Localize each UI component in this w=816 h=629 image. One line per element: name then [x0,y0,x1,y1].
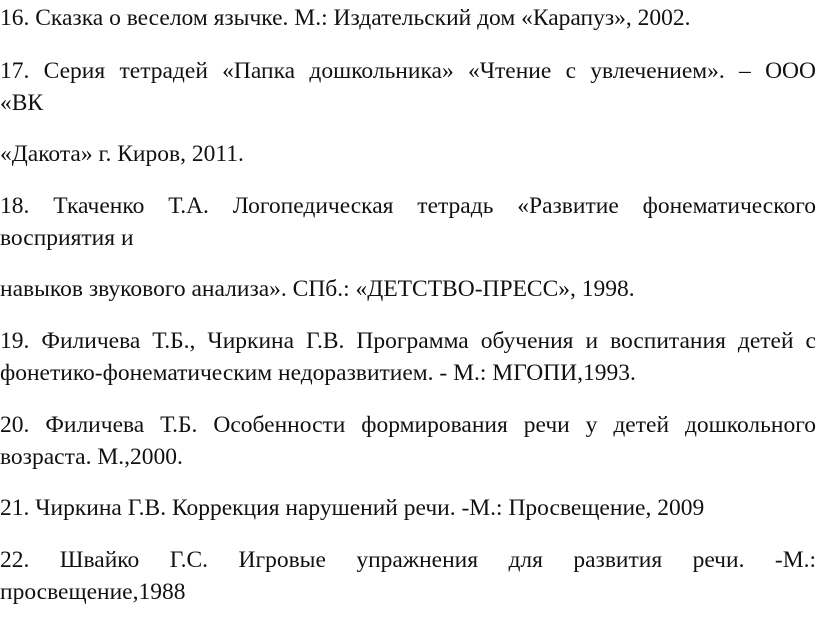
reference-22-line-2: просвещение,1988 [0,579,186,605]
reference-18-line-3: навыков звукового анализа». СПб.: «ДЕТСТВО-ПРЕСС», 1998. [0,276,635,302]
reference-17-line-2: «ВК [0,90,44,116]
reference-21-line-1: 21. Чиркина Г.В. Коррекция нарушений речи. -М.: Просвещение, 2009 [0,495,705,521]
reference-20-line-1: 20. Филичева Т.Б. Особенности формирования речи у детей дошкольного [0,412,816,438]
reference-17-line-1: 17. Серия тетрадей «Папка дошкольника» «Чтение с увлечением». – ООО [0,58,816,84]
reference-19-line-1: 19. Филичева Т.Б., Чиркина Г.В. Программа обучения и воспитания детей с [0,328,816,354]
reference-20-line-2: возраста. М.,2000. [0,444,183,470]
reference-18-line-1: 18. Ткаченко Т.А. Логопедическая тетрадь «Развитие фонематического [0,193,816,219]
reference-19-line-2: фонетико-фонематическим недоразвитием. - М.: МГОПИ,1993. [0,360,636,386]
reference-16-line-1: 16. Сказка о веселом язычке. М.: Издательский дом «Карапуз», 2002. [0,5,691,31]
reference-22-line-1: 22. Швайко Г.С. Игровые упражнения для развития речи. -М.: [0,547,816,573]
reference-17-line-3: «Дакота» г. Киров, 2011. [0,141,244,167]
reference-18-line-2: восприятия и [0,225,134,251]
